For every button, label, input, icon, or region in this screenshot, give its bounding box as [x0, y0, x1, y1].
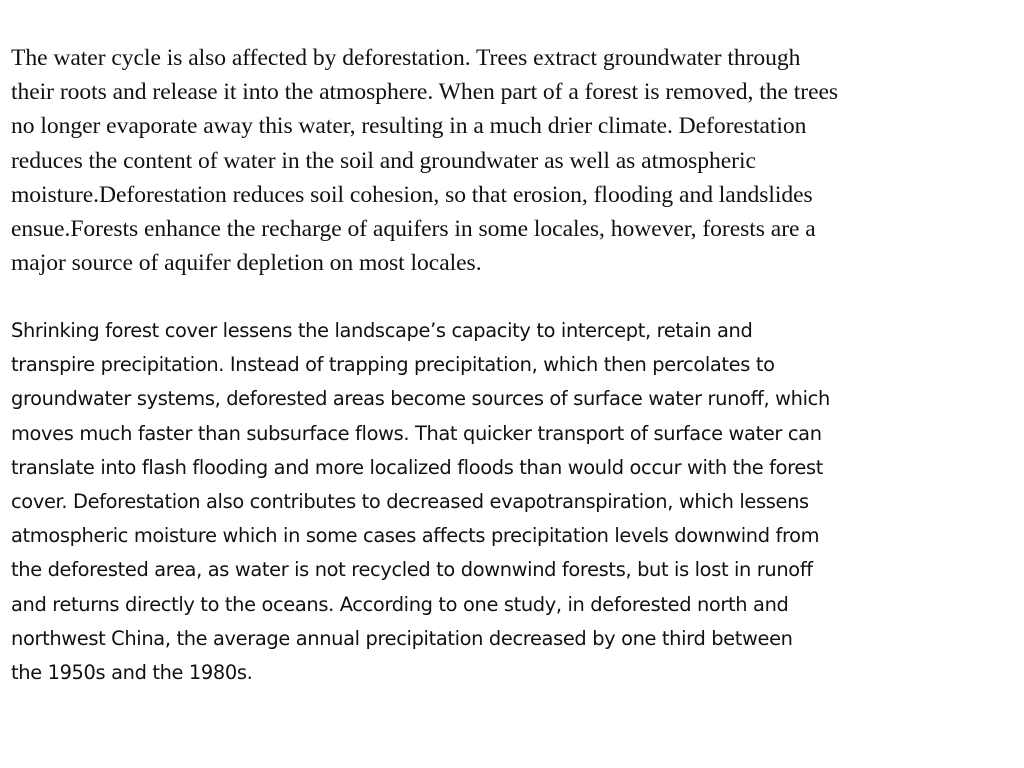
text-line: Shrinking forest cover lessens the landscape’s capacity to intercept, retain and: [11, 319, 753, 342]
paragraph-forest-cover: [11, 314, 1017, 690]
text-line: moisture.Deforestation reduces soil cohesion, so that erosion, flooding and landslides: [11, 181, 813, 208]
text-line: The water cycle is also affected by deforestation. Trees extract groundwater through: [11, 45, 801, 71]
text-line: groundwater systems, deforested areas become sources of surface water runoff, which: [11, 387, 830, 411]
text-line: their roots and release it into the atmosphere. When part of a forest is removed, the trees: [11, 79, 839, 106]
text-line: atmospheric moisture which in some cases affects precipitation levels downwind from: [11, 524, 820, 548]
text-line: major source of aquifer depletion on most locales.: [11, 250, 482, 277]
text-line: cover. Deforestation also contributes to decreased evapotranspiration, which lessens: [11, 490, 809, 514]
text-line: no longer evaporate away this water, resulting in a much drier climate. Deforestation: [11, 113, 807, 140]
text-line: reduces the content of water in the soil and groundwater as well as atmospheric: [11, 147, 756, 174]
text-line: transpire precipitation. Instead of trapping precipitation, which then percolates to: [11, 353, 775, 377]
text-line: ensue.Forests enhance the recharge of aquifers in some locales, however, forests are a: [11, 216, 816, 243]
text-line: northwest China, the average annual precipitation decreased by one third between: [11, 626, 793, 650]
text-line: and returns directly to the oceans. According to one study, in deforested north and: [11, 592, 789, 616]
text-line: the 1950s and the 1980s.: [11, 661, 253, 685]
text-line: translate into flash flooding and more localized floods than would occur with the forest: [11, 455, 823, 479]
text-line: moves much faster than subsurface flows. That quicker transport of surface water can: [11, 421, 822, 445]
text-line: the deforested area, as water is not recycled to downwind forests, but is lost in runoff: [11, 558, 813, 582]
paragraph-water-cycle: [11, 41, 1017, 280]
